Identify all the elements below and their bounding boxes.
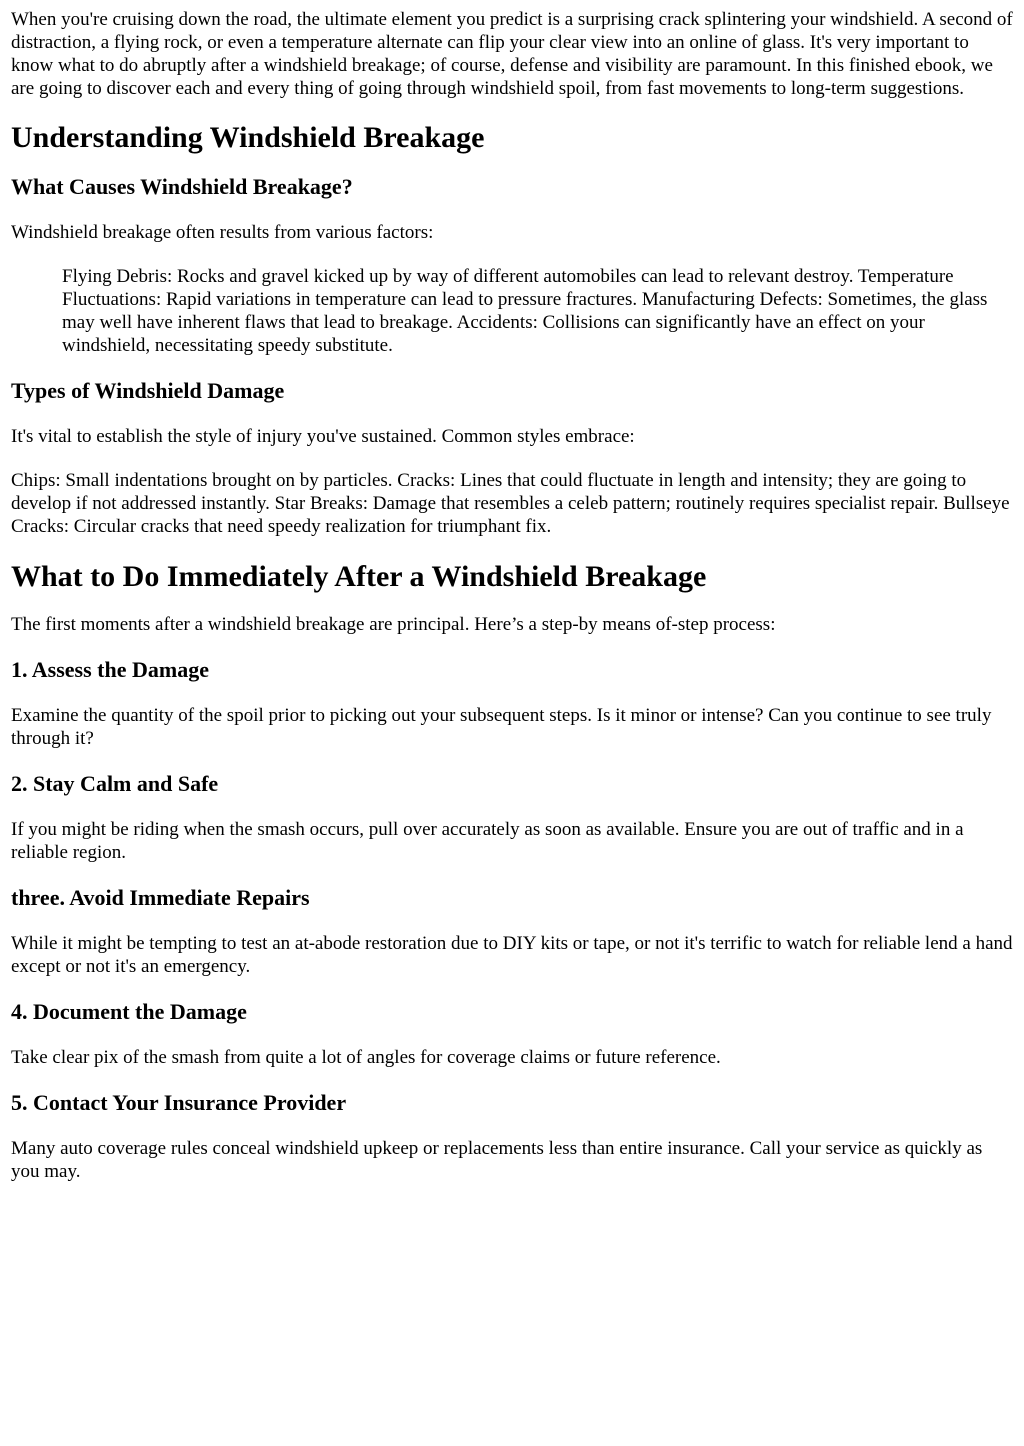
step-body-document: Take clear pix of the smash from quite a lot of angles for coverage claims or future reference.: [11, 1047, 721, 1068]
intro-paragraph: When you're cruising down the road, the ultimate element you predict is a surprising crack splintering your windshield. A second of distraction, a flying rock, or even a temperature alternate can flip your clear view into an online of glass. It's very important to know what to do abruptly after a windshield breakage; of course, defense and visibility are paramount. In this finished ebook, we are going to discover each and every thing of going through windshield spoil, from fast movements to long-term suggestions.: [11, 9, 1013, 99]
step-heading-insurance: 5. Contact Your Insurance Provider: [11, 1090, 347, 1115]
causes-quote: Flying Debris: Rocks and gravel kicked up by way of different automobiles can lead to relevant destroy. Temperature Fluctuations: Rapid variations in temperature can lead to pressure fractures. Manufacturing Defects: Sometimes, the glass may well have inherent flaws that lead to breakage. Accidents: Collisions can significantly have an effect on your windshield, necessitating speedy substitute.: [62, 266, 988, 356]
section-heading-immediate: What to Do Immediately After a Windshield Breakage: [11, 560, 707, 593]
step-body-insurance: Many auto coverage rules conceal windshield upkeep or replacements less than entire insurance. Call your service as quickly as you may.: [11, 1138, 983, 1182]
step-heading-avoid-repairs: three. Avoid Immediate Repairs: [11, 885, 310, 910]
step-heading-assess: 1. Assess the Damage: [11, 657, 209, 682]
subheading-types: Types of Windshield Damage: [11, 378, 285, 403]
step-heading-document: 4. Document the Damage: [11, 999, 247, 1024]
types-lead-paragraph: It's vital to establish the style of injury you've sustained. Common styles embrace:: [11, 426, 635, 447]
step-body-avoid-repairs: While it might be tempting to test an at-abode restoration due to DIY kits or tape, or not it's terrific to watch for reliable lend a hand except or not it's an emergency.: [11, 933, 1013, 977]
step-body-stay-calm: If you might be riding when the smash occurs, pull over accurately as soon as available. Ensure you are out of traffic and in a reliable region.: [11, 819, 964, 863]
types-body-paragraph: Chips: Small indentations brought on by particles. Cracks: Lines that could fluctuate in length and intensity; they are going to develop if not addressed instantly. Star Breaks: Damage that resembles a celeb pattern; routinely requires specialist repair. Bullseye Cracks: Circular cracks that need speedy realization for triumphant fix.: [11, 470, 1010, 537]
immediate-lead-paragraph: The first moments after a windshield breakage are principal. Here’s a step-by means of-step process:: [11, 614, 776, 635]
step-heading-stay-calm: 2. Stay Calm and Safe: [11, 771, 219, 796]
step-body-assess: Examine the quantity of the spoil prior to picking out your subsequent steps. Is it minor or intense? Can you continue to see truly through it?: [11, 705, 992, 749]
subheading-causes: What Causes Windshield Breakage?: [11, 174, 353, 199]
section-heading-understanding: Understanding Windshield Breakage: [11, 121, 485, 154]
causes-lead-paragraph: Windshield breakage often results from various factors:: [11, 222, 434, 243]
